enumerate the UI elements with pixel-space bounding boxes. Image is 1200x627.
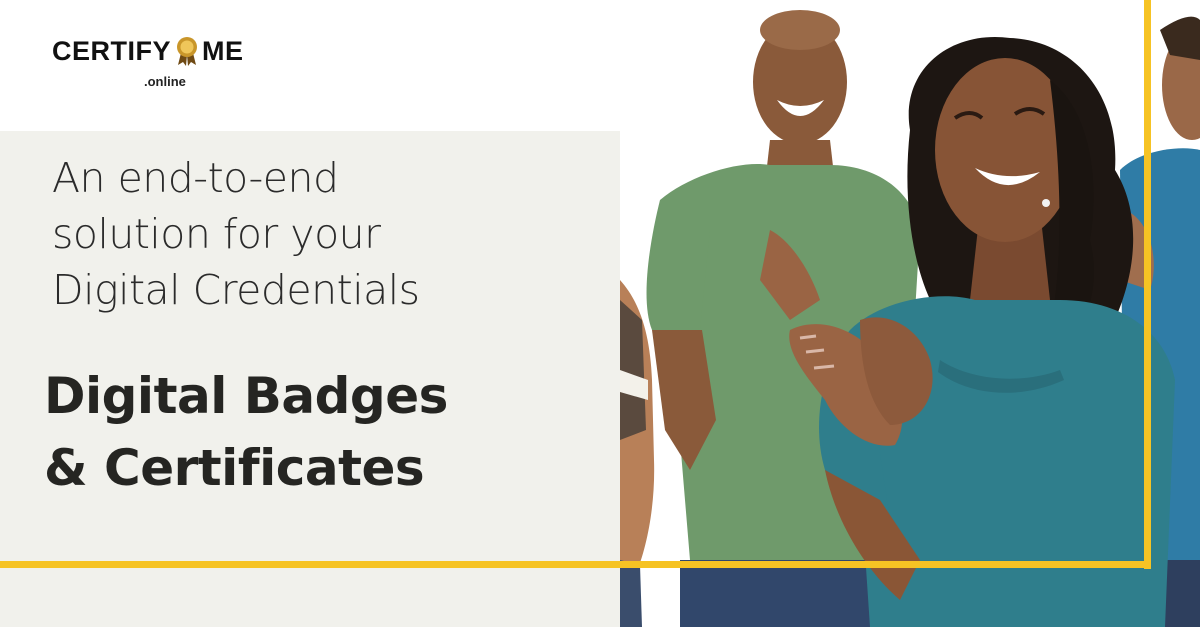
certifyme-logo [52, 36, 284, 96]
tagline [52, 150, 592, 318]
headline-line-1: Digital Badges [44, 367, 448, 425]
tagline-line-2: solution for your [52, 210, 381, 258]
yellow-frame-horizontal [0, 561, 1151, 568]
logo-text-me: ME [202, 35, 244, 66]
logo-domain: .online [144, 74, 186, 89]
headline [44, 360, 604, 504]
logo-wordmark [52, 36, 284, 66]
logo-text-certify: CERTIFY [52, 35, 172, 66]
yellow-frame-vertical [1144, 0, 1151, 569]
headline-line-2: & Certificates [44, 439, 425, 497]
tagline-line-1: An end-to-end [52, 154, 339, 202]
medal-icon [174, 36, 200, 66]
hero-photo [620, 0, 1200, 627]
tagline-line-3: Digital Credentials [52, 266, 420, 314]
